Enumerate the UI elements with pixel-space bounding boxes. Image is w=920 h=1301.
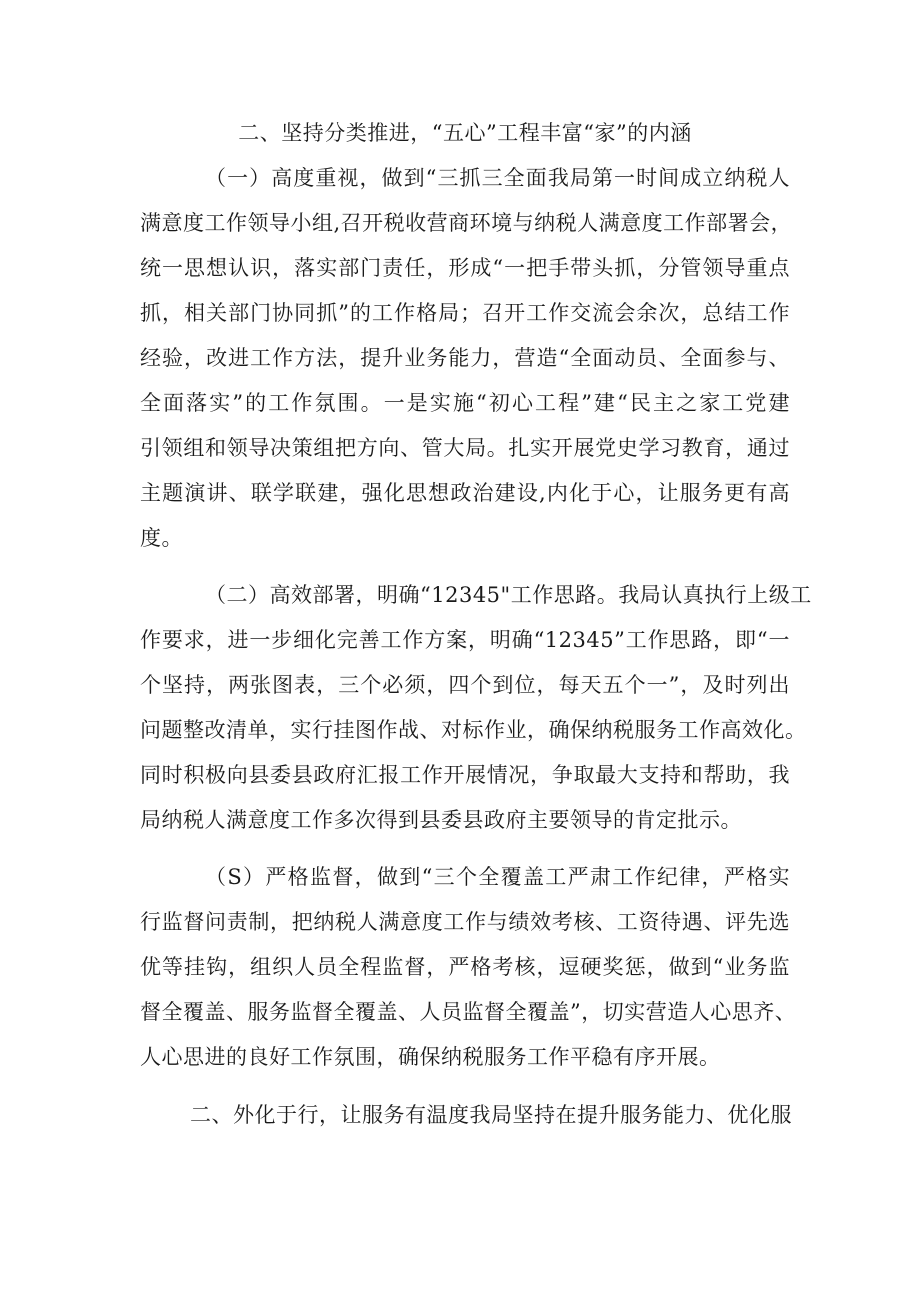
paragraph-1-line-8: 主题演讲、联学联建，强化思想政治建设,内化于心，让服务更有高 xyxy=(140,481,790,505)
paragraph-1-line-3: 统一思想认识，落实部门责任，形成“一把手带头抓，分管领导重点 xyxy=(140,256,790,280)
paragraph-1-line-5: 经验，改进工作方法，提升业务能力，营造“全面动员、全面参与、 xyxy=(140,346,790,370)
paragraph-1-line-7: 引领组和领导决策组把方向、管大局。扎实开展党史学习教育，通过 xyxy=(140,436,790,460)
paragraph-2-line-6: 局纳税人满意度工作多次得到县委县政府主要领导的肯定批示。 xyxy=(140,808,742,832)
paragraph-1-line-4: 抓，相关部门协同抓”的工作格局；召开工作交流会余次，总结工作 xyxy=(140,301,790,325)
paragraph-1-line-9: 度。 xyxy=(140,526,183,550)
paragraph-2-line-1: （二）高效部署，明确“12345"工作思路。我局认真执行上级工 xyxy=(205,583,812,607)
paragraph-3-line-1: （S）严格监督，做到“三个全覆盖工严肃工作纪律，严格实 xyxy=(205,865,790,889)
paragraph-3-line-3: 优等挂钩，组织人员全程监督，严格考核，逗硬奖惩，做到“业务监 xyxy=(140,955,790,979)
section-heading: 二、坚持分类推进，“五心”工程丰富“家”的内涵 xyxy=(238,121,692,145)
paragraph-3-line-2: 行监督问责制，把纳税人满意度工作与绩效考核、工资待遇、评先选 xyxy=(140,910,790,934)
paragraph-2-line-3: 个坚持，两张图表，三个必须，四个到位，每天五个一”，及时列出 xyxy=(140,673,790,697)
paragraph-1-line-6: 全面落实”的工作氛围。一是实施“初心工程”建“民主之家工党建 xyxy=(140,391,790,415)
paragraph-2-line-5: 同时积极向县委县政府汇报工作开展情况，争取最大支持和帮助，我 xyxy=(140,763,790,787)
paragraph-3-line-4: 督全覆盖、服务监督全覆盖、人员监督全覆盖”，切实营造人心思齐、 xyxy=(140,1000,797,1024)
paragraph-4-line-1: 二、外化于行，让服务有温度我局坚持在提升服务能力、优化服 xyxy=(190,1103,792,1127)
paragraph-2-line-4: 问题整改清单，实行挂图作战、对标作业，确保纳税服务工作高效化。 xyxy=(140,718,807,742)
paragraph-3-line-5: 人心思进的良好工作氛围，确保纳税服务工作平稳有序开展。 xyxy=(140,1045,721,1069)
paragraph-2-line-2: 作要求，进一步细化完善工作方案，明确“12345”工作思路，即“一 xyxy=(140,628,790,652)
paragraph-1-line-2: 满意度工作领导小组,召开税收营商环境与纳税人满意度工作部署会， xyxy=(140,211,793,235)
paragraph-1-line-1: （一）高度重视，做到“三抓三全面我局第一时间成立纳税人 xyxy=(205,166,790,190)
